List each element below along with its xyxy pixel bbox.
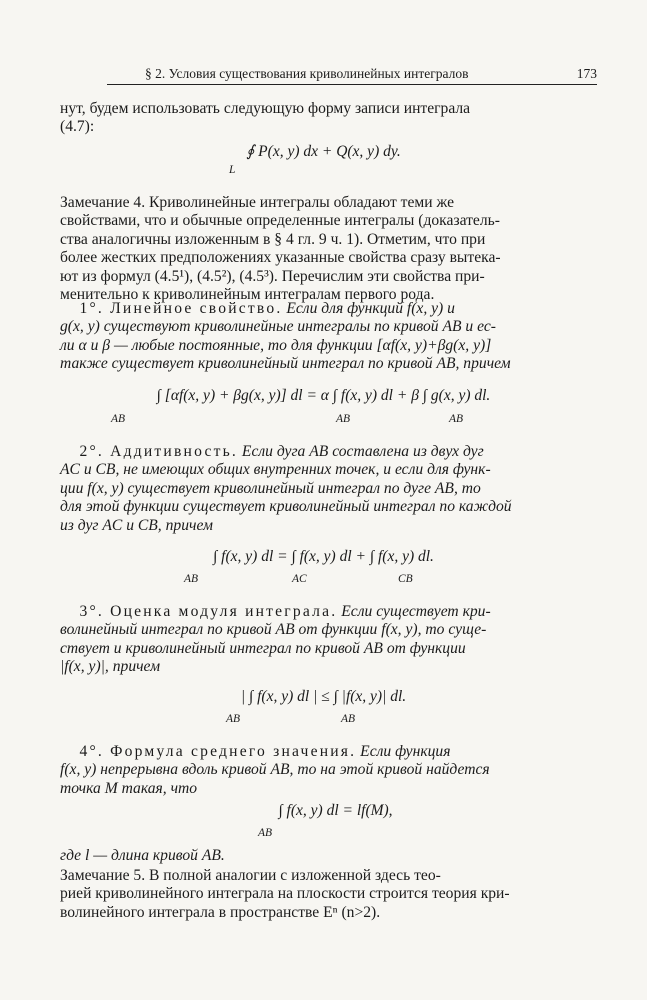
formula-subscript: AB xyxy=(336,413,351,425)
remark-5 xyxy=(60,867,597,922)
closed-contour-formula: ∮ P(x, y) dx + Q(x, y) dy. xyxy=(246,143,401,160)
text-line: Если дуга AB составлена из двух дуг xyxy=(241,443,484,460)
header-rule xyxy=(107,84,597,85)
curve-length-note: где l — длина кривой AB. xyxy=(60,847,225,864)
formula-subscript: CB xyxy=(398,573,413,585)
property-heading: 2°. Аддитивность. xyxy=(79,443,239,460)
text-line: волинейного интеграла в пространстве Eⁿ (n>2). xyxy=(60,903,381,921)
text-line: Если для функций f(x, y) и xyxy=(286,300,455,317)
property-2-additivity xyxy=(60,443,597,535)
text-line: f(x, y) непрерывна вдоль кривой AB, то на этой кривой найдется xyxy=(60,761,490,779)
text-line: ли α и β — любые постоянные, то для функции [αf(x, y)+βg(x, y)] xyxy=(60,336,492,354)
formula-subscript: AB xyxy=(111,413,126,425)
text-line: более жестких предположениях указанные свойства сразу вытека- xyxy=(60,249,501,267)
property-heading: 4°. Формула среднего значения. xyxy=(79,743,357,760)
text-line: |f(x, y)|, причем xyxy=(60,658,161,676)
remark-4 xyxy=(60,194,597,304)
text-line: свойствами, что и обычные определенные интегралы (доказатель- xyxy=(60,212,500,230)
text-line: AC и CB, не имеющих общих внутренних точек, и если для функ- xyxy=(60,461,491,479)
text-line: менительно к криволинейным интегралам первого рода. xyxy=(60,286,435,304)
text-line: Если функция xyxy=(360,743,451,760)
property-3-modulus-estimate xyxy=(60,603,597,677)
linearity-formula: ∫ [αf(x, y) + βg(x, y)] dl = α ∫ f(x, y) dl + β ∫ g(x, y) dl. xyxy=(156,387,491,404)
formula-subscript: AC xyxy=(292,573,307,585)
property-heading: 1°. Линейное свойство. xyxy=(79,300,283,317)
text-line: ства аналогичны изложенным в § 4 гл. 9 ч. 1). Отметим, что при xyxy=(60,230,486,248)
running-title: § 2. Условия существования криволинейных интегралов xyxy=(145,66,469,81)
intro-paragraph xyxy=(60,100,597,137)
text-line: Если существует кри- xyxy=(341,603,491,620)
text-line: для этой функции существует криволинейный интеграл по каждой xyxy=(60,498,512,516)
formula-subscript: AB xyxy=(258,827,273,839)
text-line: (4.7): xyxy=(60,118,95,136)
text-line: Замечание 4. Криволинейные интегралы обладают теми же xyxy=(60,194,455,211)
text-line: также существует криволинейный интеграл по кривой AB, причем xyxy=(60,355,511,373)
text-line: волинейный интеграл по кривой AB от функции f(x, y), то суще- xyxy=(60,621,487,639)
property-1-linearity xyxy=(60,300,597,374)
text-line: ствует и криволинейный интеграл по кривой AB от функции xyxy=(60,639,466,657)
formula-subscript: AB xyxy=(341,713,356,725)
modulus-formula: | ∫ f(x, y) dl | ≤ ∫ |f(x, y)| dl. xyxy=(240,688,407,705)
formula-subscript: AB xyxy=(226,713,241,725)
text-line: ции f(x, y) существует криволинейный интеграл по дуге AB, то xyxy=(60,479,481,497)
text-line: рией криволинейного интеграла на плоскости строится теория кри- xyxy=(60,885,510,903)
text-line: точка M такая, что xyxy=(60,779,198,797)
mean-value-formula: ∫ f(x, y) dl = lf(M), xyxy=(278,802,393,819)
page-number: 173 xyxy=(576,66,597,81)
additivity-formula: ∫ f(x, y) dl = ∫ f(x, y) dl + ∫ f(x, y) dl. xyxy=(213,548,434,565)
formula-subscript: AB xyxy=(184,573,199,585)
text-line: из дуг AC и CB, причем xyxy=(60,516,213,534)
property-4-mean-value xyxy=(60,743,597,798)
text-line: ют из формул (4.5¹), (4.5²), (4.5³). Перечислим эти свойства при- xyxy=(60,267,485,285)
text-line: g(x, y) существуют криволинейные интегралы по кривой AB и ес- xyxy=(60,318,496,336)
formula-subscript: L xyxy=(229,164,236,176)
formula-subscript: AB xyxy=(449,413,464,425)
text-line: Замечание 5. В полной аналогии с изложенной здесь тео- xyxy=(60,867,441,884)
property-heading: 3°. Оценка модуля интеграла. xyxy=(79,603,338,620)
text-line: нут, будем использовать следующую форму записи интеграла xyxy=(60,100,471,117)
